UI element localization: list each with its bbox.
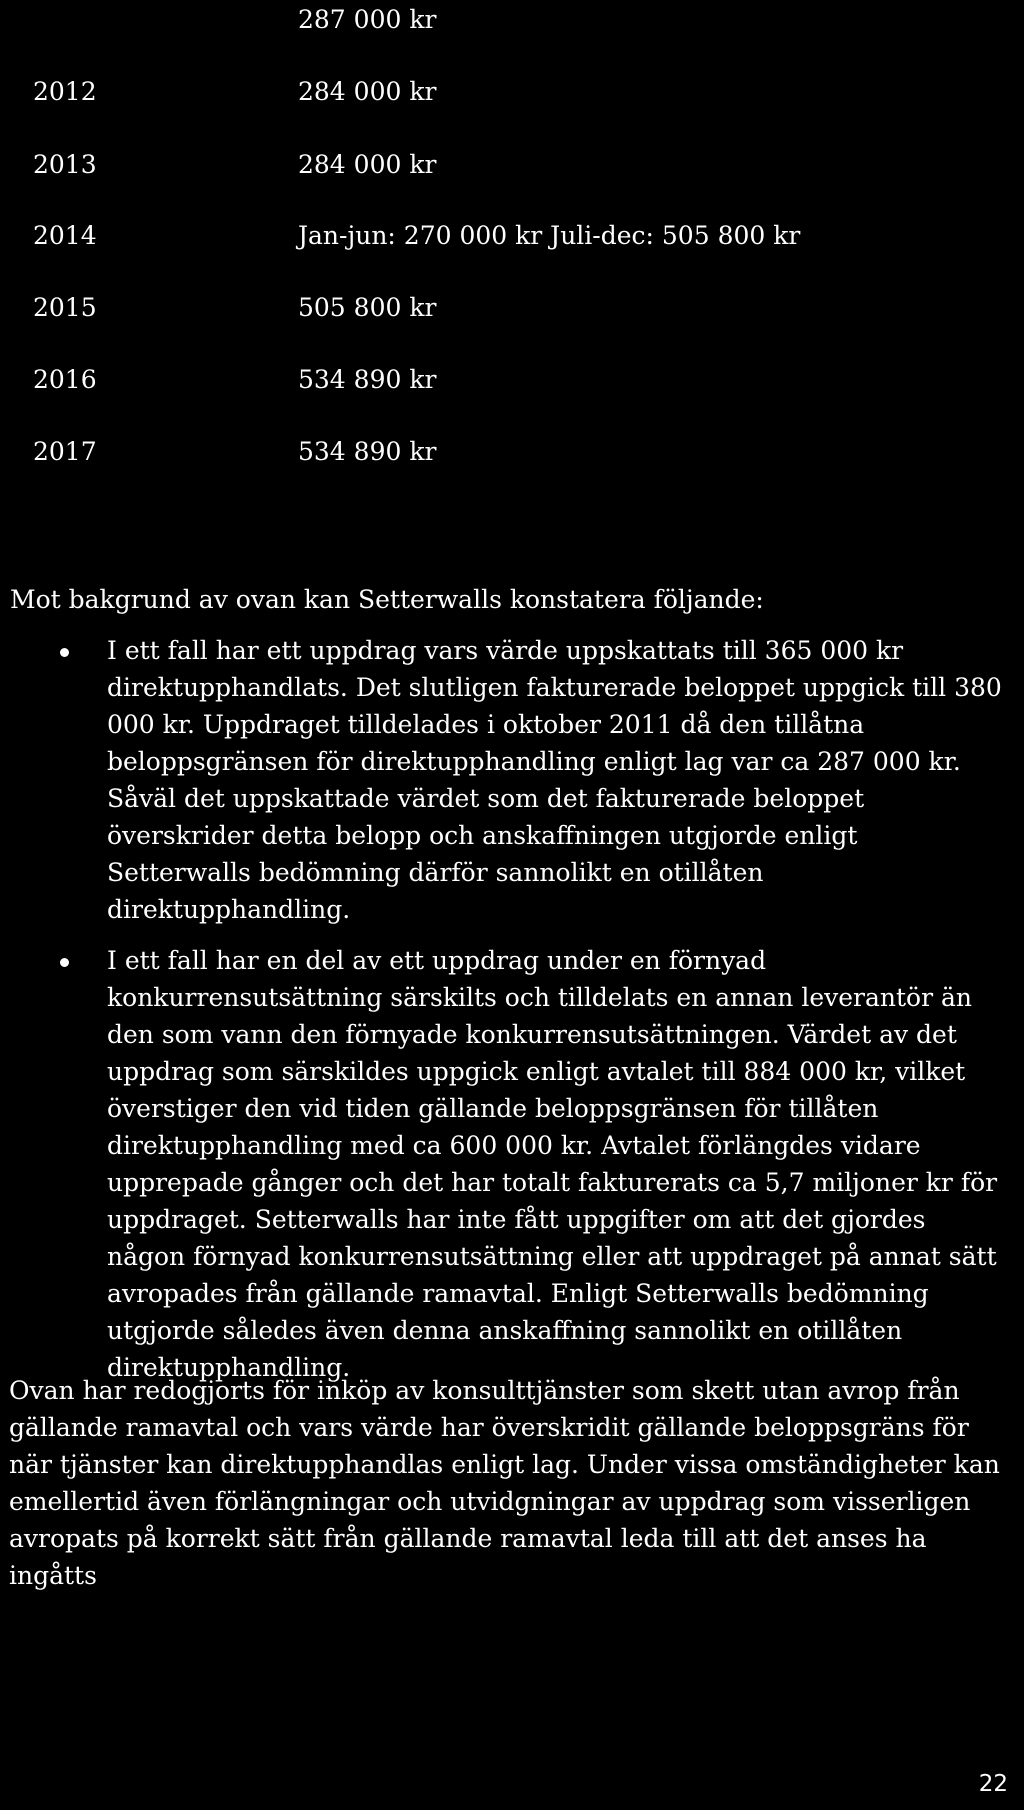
threshold-amount: 284 000 kr <box>298 77 437 106</box>
intro-paragraph: Mot bakgrund av ovan kan Setterwalls konstatera följande: <box>10 585 764 614</box>
threshold-amount: 534 890 kr <box>298 437 437 466</box>
bullet-icon <box>60 648 69 657</box>
threshold-amount: 534 890 kr <box>298 365 437 394</box>
threshold-year: 2017 <box>33 437 97 466</box>
threshold-amount: 287 000 kr <box>298 5 437 34</box>
threshold-row <box>0 216 1024 256</box>
threshold-row <box>0 0 1024 40</box>
threshold-year: 2012 <box>33 77 97 106</box>
threshold-year: 2014 <box>33 221 97 250</box>
finding-text: I ett fall har ett uppdrag vars värde uppskattats till 365 000 kr direktupphandlats. Det slutligen fakturerade beloppet uppgick till 380 000 kr. Uppdraget tilldelades i oktober 2011 då den tillåtna beloppsgränsen för direktupphandling enligt lag var ca 287 000 kr. Såväl det uppskattade värdet som det fakturerade beloppet överskrider detta belopp och anskaffningen utgjorde enligt Setterwalls bedömning därför sannolikt en otillåten direktupphandling. <box>107 636 1002 924</box>
closing-paragraph: Ovan har redogjorts för inköp av konsulttjänster som skett utan avrop från gällande ramavtal och vars värde har överskridit gällande beloppsgräns för när tjänster kan direktupphandlas enligt lag. Under vissa omständigheter kan emellertid även förlängningar och utvidgningar av uppdrag som visserligen avropats på korrekt sätt från gällande ramavtal leda till att det anses ha ingåtts <box>9 1376 1000 1590</box>
threshold-year: 2016 <box>33 365 97 394</box>
threshold-year: 2015 <box>33 293 97 322</box>
finding-text: I ett fall har en del av ett uppdrag under en förnyad konkurrensutsättning särskilts och tilldelats en annan leverantör än den som vann den förnyade konkurrensutsättningen. Värdet av det uppdrag som särskildes uppgick enligt avtalet till 884 000 kr, vilket överstiger den vid tiden gällande beloppsgränsen för tillåten direktupphandling med ca 600 000 kr. Avtalet förlängdes vidare upprepade gånger och det har totalt fakturerats ca 5,7 miljoner kr för uppdraget. Setterwalls har inte fått uppgifter om att det gjordes någon förnyad konkurrensutsättning eller att uppdraget på annat sätt avropades från gällande ramavtal. Enligt Setterwalls bedömning utgjorde således även denna anskaffning sannolikt en otillåten direktupphandling. <box>107 946 998 1382</box>
threshold-row <box>0 432 1024 472</box>
threshold-amount: Jan-jun: 270 000 kr Juli-dec: 505 800 kr <box>298 221 801 250</box>
page-number: 22 <box>978 1771 1008 1797</box>
threshold-year: 2013 <box>33 150 97 179</box>
threshold-amount: 284 000 kr <box>298 150 437 179</box>
bullet-icon <box>60 958 69 967</box>
threshold-row <box>0 288 1024 328</box>
threshold-row <box>0 360 1024 400</box>
threshold-row <box>0 72 1024 112</box>
threshold-amount: 505 800 kr <box>298 293 437 322</box>
threshold-row <box>0 145 1024 185</box>
